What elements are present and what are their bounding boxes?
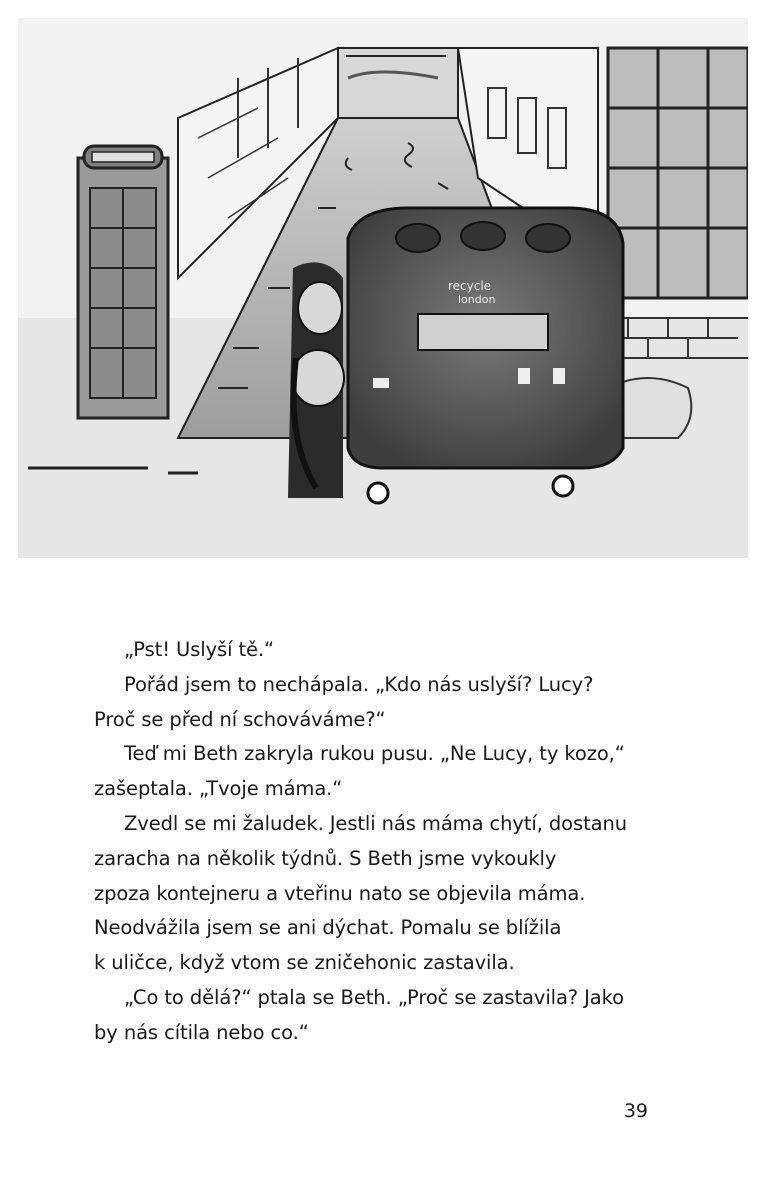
recycling-bin: [348, 208, 623, 503]
text-line: zaracha na několik týdnů. S Beth jsme vykoukly: [94, 846, 557, 870]
alley-end: [338, 48, 458, 118]
window-grid: [608, 48, 748, 298]
text-line: zpoza kontejneru a vteřinu nato se objevila máma.: [94, 881, 586, 905]
text-line: k uličce, když vtom se zničehonic zastavila.: [94, 951, 515, 975]
text-line: Pořád jsem to nechápala. „Kdo nás uslyší? Lucy?: [124, 672, 594, 696]
girls-peeking: [288, 262, 344, 498]
alley-illustration: [18, 18, 748, 558]
text-line: Neodvážila jsem se ani dýchat. Pomalu se blížila: [94, 916, 562, 940]
text-line: by nás cítila nebo co.“: [94, 1020, 309, 1044]
phone-box: [78, 146, 168, 418]
text-line: Zvedl se mi žaludek. Jestli nás máma chytí, dostanu: [124, 811, 627, 835]
text-line: Teď mi Beth zakryla rukou pusu. „Ne Lucy, ty kozo,“: [124, 742, 625, 766]
text-line: „Co to dělá?“ ptala se Beth. „Proč se zastavila? Jako: [124, 985, 624, 1009]
text-line: Proč se před ní schováváme?“: [94, 707, 386, 731]
text-line: zašeptala. „Tvoje máma.“: [94, 777, 343, 801]
text-line: „Pst! Uslyší tě.“: [124, 638, 275, 661]
story-text: [94, 633, 674, 1051]
page-number: 39: [623, 1100, 648, 1122]
bin-label-london: london: [458, 293, 496, 306]
bin-label-recycle: recycle: [448, 279, 492, 293]
